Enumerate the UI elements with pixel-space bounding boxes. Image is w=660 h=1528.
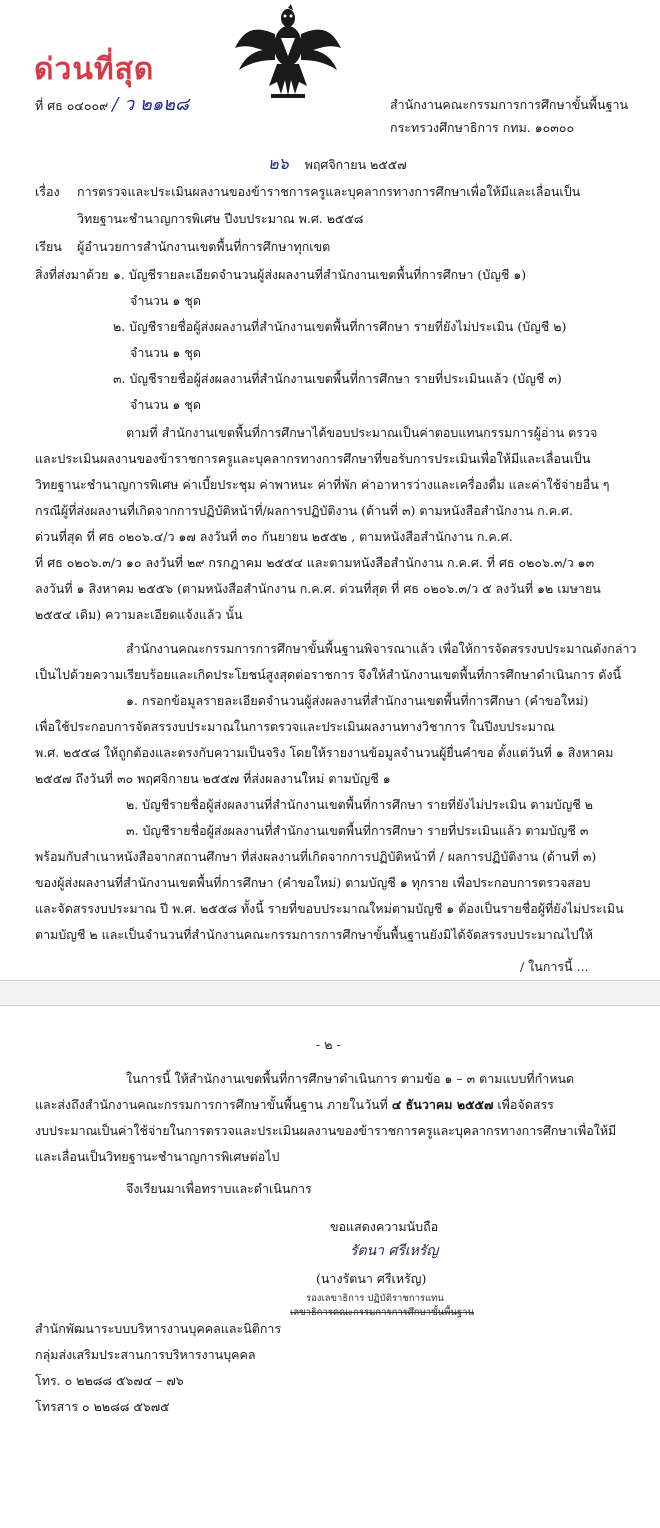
page-continuation: / ในการนี้ ... bbox=[520, 959, 589, 974]
body-paragraph-line: ลงวันที่ ๑ สิงหาคม ๒๕๕๖ (ตามหนังสือสำนักงาน ก.ค.ศ. ด่วนที่สุด ที่ ศธ ๐๒๐๖.๓/ว ๕ ลงวันที่ ๑๒ เมษายน bbox=[35, 581, 601, 596]
footer-fax: โทรสาร ๐ ๒๒๘๘ ๕๖๗๕ bbox=[35, 1399, 170, 1414]
enclosure-qty: จำนวน ๑ ชุด bbox=[130, 345, 201, 360]
body-paragraph-line: งบประมาณเป็นค่าใช้จ่ายในการตรวจและประเมินผลงานของข้าราชการครูและบุคลากรทางการศึกษาเพื่อให้มี bbox=[35, 1123, 617, 1138]
signer-name: (นางรัตนา ศรีเหรัญ) bbox=[316, 1271, 427, 1286]
body-paragraph-line: เป็นไปด้วยความเรียบร้อยและเกิดประโยชน์สูงสุดต่อราชการ จึงให้สำนักงานเขตพื้นที่การศึกษาดำเนินการ ดังนี้ bbox=[35, 667, 622, 682]
enclosure-qty: จำนวน ๑ ชุด bbox=[130, 293, 201, 308]
body-paragraph-line: ๒๕๕๔ เดิม) ความละเอียดแจ้งแล้ว นั้น bbox=[35, 607, 243, 622]
footer-group: กลุ่มส่งเสริมประสานการบริหารงานบุคคล bbox=[35, 1347, 256, 1362]
deadline-prefix: และส่งถึงสำนักงานคณะกรรมการการศึกษาขั้นพื้นฐาน ภายในวันที่ bbox=[35, 1097, 392, 1112]
instruction-item: ๓. บัญชีรายชื่อผู้ส่งผลงานที่สำนักงานเขตพื้นที่การศึกษา รายที่ประเมินแล้ว ตามบัญชี ๓ bbox=[126, 823, 589, 838]
garuda-emblem-icon bbox=[233, 4, 343, 104]
closing-line: จึงเรียนมาเพื่อทราบและดำเนินการ bbox=[126, 1181, 312, 1196]
instruction-item-line: ๒๕๕๗ ถึงวันที่ ๓๐ พฤศจิกายน ๒๕๕๗ ที่ส่งผลงานใหม่ ตามบัญชี ๑ bbox=[35, 771, 391, 786]
reference-handwritten-number: / ว ๒๑๒๘ bbox=[112, 94, 189, 115]
body-paragraph-line: ด่วนที่สุด ที่ ศธ ๐๒๐๖.๔/ว ๑๗ ลงวันที่ ๓๐ กันยายน ๒๕๕๒ , ตามหนังสือสำนักงาน ก.ค.ศ. bbox=[35, 529, 513, 544]
instruction-item-line: เพื่อใช้ประกอบการจัดสรรงบประมาณในการตรวจและประเมินผลงานทางวิชาการ ในปีงบประมาณ bbox=[35, 719, 555, 734]
reference-number bbox=[35, 96, 189, 114]
subject-line: วิทยฐานะชำนาญการพิเศษ ปีงบประมาณ พ.ศ. ๒๕๕๘ bbox=[77, 211, 364, 226]
signer-title: เลขาธิการคณะกรรมการการศึกษาขั้นพื้นฐาน bbox=[290, 1307, 474, 1318]
enclosure-item: ๓. บัญชีรายชื่อผู้ส่งผลงานที่สำนักงานเขตพื้นที่การศึกษา รายที่ประเมินแล้ว (บัญชี ๓) bbox=[113, 371, 562, 386]
addressee-label: เรียน bbox=[35, 239, 62, 254]
subject-label: เรื่อง bbox=[35, 184, 60, 199]
deadline-suffix: เพื่อจัดสรร bbox=[493, 1097, 554, 1112]
page-number: - ๒ - bbox=[316, 1037, 341, 1052]
enclosure-label: สิ่งที่ส่งมาด้วย bbox=[35, 267, 109, 282]
body-paragraph-line: วิทยฐานะชำนาญการพิเศษ ค่าเบี้ยประชุม ค่าพาหนะ ค่าที่พัก ค่าอาหารว่างและเครื่องดื่ม และค่าใช้จ่ายอื่น ๆ bbox=[35, 477, 610, 492]
body-paragraph-line: ในการนี้ ให้สำนักงานเขตพื้นที่การศึกษาดำเนินการ ตามข้อ ๑ – ๓ ตามแบบที่กำหนด bbox=[126, 1071, 575, 1086]
instruction-item-line: ของผู้ส่งผลงานที่สำนักงานเขตพื้นที่การศึกษา (คำขอใหม่) ตามบัญชี ๑ ทุกราย เพื่อประกอบการตรวจสอบ bbox=[35, 875, 591, 890]
enclosure-qty: จำนวน ๑ ชุด bbox=[130, 397, 201, 412]
urgent-stamp: ด่วนที่สุด bbox=[34, 52, 155, 87]
addressee: ผู้อำนวยการสำนักงานเขตพื้นที่การศึกษาทุกเขต bbox=[77, 239, 331, 254]
body-paragraph-line: ที่ ศธ ๐๒๐๖.๓/ว ๑๐ ลงวันที่ ๒๙ กรกฎาคม ๒๕๕๔ และตามหนังสือสำนักงาน ก.ค.ศ. ที่ ศธ ๐๒๐๖.๓/ว ๑๓ bbox=[35, 555, 595, 570]
body-paragraph-line: และเลื่อนเป็นวิทยฐานะชำนาญการพิเศษต่อไป bbox=[35, 1149, 280, 1164]
page-separator bbox=[0, 980, 660, 1006]
issuing-office-line1: สำนักงานคณะกรรมการการศึกษาขั้นพื้นฐาน bbox=[390, 97, 629, 112]
instruction-item: ๑. กรอกข้อมูลรายละเอียดจำนวนผู้ส่งผลงานที่สำนักงานเขตพื้นที่การศึกษา (คำขอใหม่) bbox=[126, 693, 589, 708]
signer-title: รองเลขาธิการ ปฏิบัติราชการแทน bbox=[306, 1293, 444, 1304]
enclosure-item: ๒. บัญชีรายชื่อผู้ส่งผลงานที่สำนักงานเขตพื้นที่การศึกษา รายที่ยังไม่ประเมิน (บัญชี ๒) bbox=[113, 319, 567, 334]
body-paragraph-line: สำนักงานคณะกรรมการการศึกษาขั้นพื้นฐานพิจารณาแล้ว เพื่อให้การจัดสรรงบประมาณดังกล่าว bbox=[126, 641, 637, 656]
footer-office: สำนักพัฒนาระบบบริหารงานบุคคลและนิติการ bbox=[35, 1321, 282, 1336]
instruction-item-line: และจัดสรรงบประมาณ ปี พ.ศ. ๒๕๕๘ ทั้งนี้ รายที่ขอบประมาณใหม่ตามบัญชี ๑ ต้องเป็นรายชื่อผู้ที่ยังไม่ประเมิน bbox=[35, 901, 624, 916]
date-day-handwritten: ๒๖ bbox=[268, 154, 289, 173]
body-paragraph-line: กรณีผู้ที่ส่งผลงานที่เกิดจากการปฏิบัติหน้าที่/ผลการปฏิบัติงาน (ด้านที่ ๓) ตามหนังสือสำนักงาน ก.ค.ศ. bbox=[35, 503, 573, 518]
body-paragraph-line bbox=[35, 1096, 554, 1113]
document-date bbox=[268, 155, 407, 173]
instruction-item-line: ตามบัญชี ๒ และเป็นจำนวนที่สำนักงานคณะกรรมการการศึกษาขั้นพื้นฐานยังมิได้จัดสรรงบประมาณไปให้ bbox=[35, 927, 593, 942]
instruction-item: ๒. บัญชีรายชื่อผู้ส่งผลงานที่สำนักงานเขตพื้นที่การศึกษา รายที่ยังไม่ประเมิน ตามบัญชี ๒ bbox=[126, 797, 593, 812]
instruction-item-line: พร้อมกับสำเนาหนังสือจากสถานศึกษา ที่ส่งผลงานที่เกิดจากการปฏิบัติหน้าที่ / ผลการปฏิบัติงาน (ด้านที่ ๓) bbox=[35, 849, 597, 864]
footer-phone: โทร. ๐ ๒๒๘๘ ๕๖๗๔ – ๗๖ bbox=[35, 1373, 184, 1388]
deadline-date: ๔ ธันวาคม ๒๕๕๗ bbox=[391, 1097, 494, 1112]
body-paragraph-line: และประเมินผลงานของข้าราชการครูและบุคลากรทางการศึกษาที่ขอรับการประเมินเพื่อให้มีและเลื่อนเป็น bbox=[35, 451, 591, 466]
subject-line: การตรวจและประเมินผลงานของข้าราชการครูและบุคลากรทางการศึกษาเพื่อให้มีและเลื่อนเป็น bbox=[77, 184, 581, 199]
handwritten-signature: รัตนา ศรีเหรัญ bbox=[350, 1243, 439, 1259]
date-month-year: พฤศจิกายน ๒๕๕๗ bbox=[304, 157, 407, 172]
body-paragraph-line: ตามที่ สำนักงานเขตพื้นที่การศึกษาได้ขอบประมาณเป็นค่าตอบแทนกรรมการผู้อ่าน ตรวจ bbox=[126, 425, 598, 440]
enclosure-item: ๑. บัญชีรายละเอียดจำนวนผู้ส่งผลงานที่สำนักงานเขตพื้นที่การศึกษา (บัญชี ๑) bbox=[113, 267, 527, 282]
issuing-office-line2: กระทรวงศึกษาธิการ กทม. ๑๐๓๐๐ bbox=[390, 120, 575, 135]
reference-label: ที่ ศธ ๐๔๐๐๙ bbox=[35, 98, 109, 113]
regards-line: ขอแสดงความนับถือ bbox=[330, 1219, 439, 1234]
instruction-item-line: พ.ศ. ๒๕๕๘ ให้ถูกต้องและตรงกับความเป็นจริง โดยให้รายงานข้อมูลจำนวนผู้ยื่นคำขอ ตั้งแต่วันที่ ๑ สิงหาคม bbox=[35, 745, 614, 760]
